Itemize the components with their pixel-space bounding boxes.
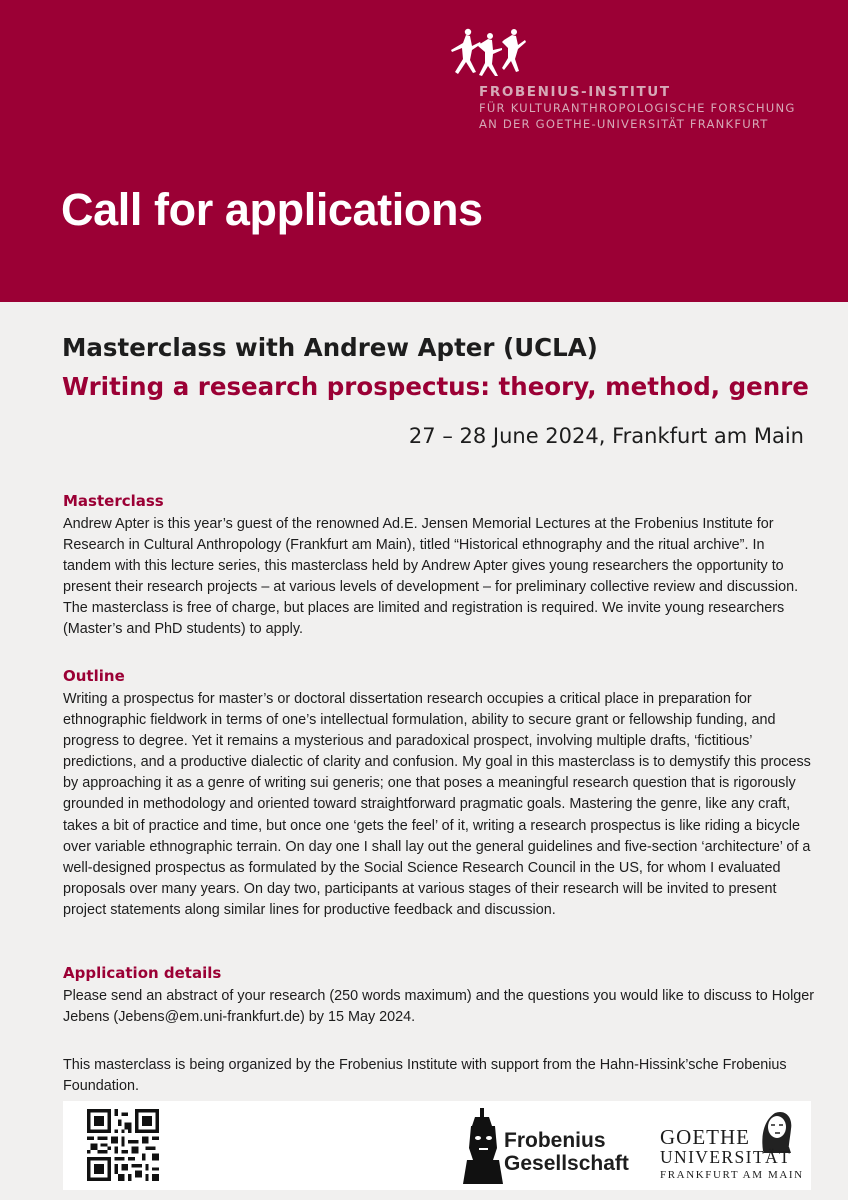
section-heading: Outline bbox=[63, 667, 125, 685]
event-subtitle: Writing a research prospectus: theory, method, genre bbox=[62, 372, 809, 401]
section-outline bbox=[63, 666, 815, 921]
frobenius-gesellschaft-logo bbox=[504, 1129, 629, 1175]
section-body: Andrew Apter is this year’s guest of the renowned Ad.E. Jensen Memorial Lectures at the Frobenius Institute for Research in Cultural Anthropology (Frankfurt am Main), titled “Historical ethnography and the ritual archive”. In tandem with this lecture series, this masterclass held by Andrew Apter gives young researchers the opportunity to present their research projects – at various levels of development – for preliminary collective review and discussion. The masterclass is free of charge, but places are limited and registration is required. We invite young researchers (Master’s and PhD students) to apply. bbox=[63, 516, 799, 638]
logo-strip bbox=[63, 1101, 811, 1190]
section-application-details bbox=[63, 963, 815, 1028]
goethe-logo-line3: FRANKFURT AM MAIN bbox=[660, 1169, 804, 1181]
section-body: Writing a prospectus for master’s or doctoral dissertation research occupies a critical place in preparation for ethnographic fieldwork in terms of one’s intellectual formulation, ability to secure grant or fellowship funding, and progress to degree. Yet it remains a mysterious and paradoxical prospect, involving multiple drafts, ‘fictitious’ predictions, and a productive dialectic of clarity and confusion. My goal in this masterclass is to demystify this process by approaching it as a genre of writing sui generis; one that poses a meaningful research question that is rigorously grounded in methodology and oriented toward straightforward pragmatic goals. Mastering the genre, like any craft, takes a bit of practice and time, but once one ‘gets the feel’ of it, writing a research prospectus is like riding a bicycle over variable ethnographic terrain. On day one I shall lay out the general guidelines and five-section ‘architecture’ of a well-designed prospectus as formulated by the Social Science Research Council in the US, for whom I evaluated proposals over many years. On day two, participants at various stages of their research will be invited to present project statements along similar lines for productive feedback and discussion. bbox=[63, 691, 811, 918]
frobenius-logo-line1: Frobenius bbox=[504, 1129, 606, 1152]
event-date-location: 27 – 28 June 2024, Frankfurt am Main bbox=[408, 424, 804, 448]
institute-name: FROBENIUS-INSTITUT bbox=[479, 84, 671, 100]
event-title: Masterclass with Andrew Apter (UCLA) bbox=[62, 333, 598, 362]
goethe-logo-line2: UNIVERSITÄT bbox=[660, 1147, 792, 1167]
footer-note-block bbox=[63, 1055, 815, 1097]
header-banner bbox=[0, 0, 848, 302]
footer-note: This masterclass is being organized by the Frobenius Institute with support from the Hahn-Hissink’sche Frobenius Foundation. bbox=[63, 1057, 787, 1095]
dancers-logo-icon bbox=[448, 26, 526, 78]
institute-subtitle-line1: FÜR KULTURANTHROPOLOGISCHE FORSCHUNG bbox=[479, 101, 796, 115]
section-heading: Masterclass bbox=[63, 492, 164, 510]
goethe-logo-line1: GOETHE bbox=[660, 1125, 750, 1149]
institute-subtitle-line2: AN DER GOETHE-UNIVERSITÄT FRANKFURT bbox=[479, 117, 769, 131]
section-body: Please send an abstract of your research (250 words maximum) and the questions you would like to discuss to Holger Jebens (Jebens@em.uni-frankfurt.de) by 15 May 2024. bbox=[63, 988, 815, 1026]
frobenius-logo-line2: Gesellschaft bbox=[504, 1152, 629, 1175]
page-headline: Call for applications bbox=[61, 184, 483, 235]
section-masterclass bbox=[63, 491, 815, 641]
frobenius-bust-icon bbox=[461, 1108, 505, 1184]
qr-code-icon[interactable] bbox=[87, 1109, 159, 1181]
section-heading: Application details bbox=[63, 964, 222, 982]
